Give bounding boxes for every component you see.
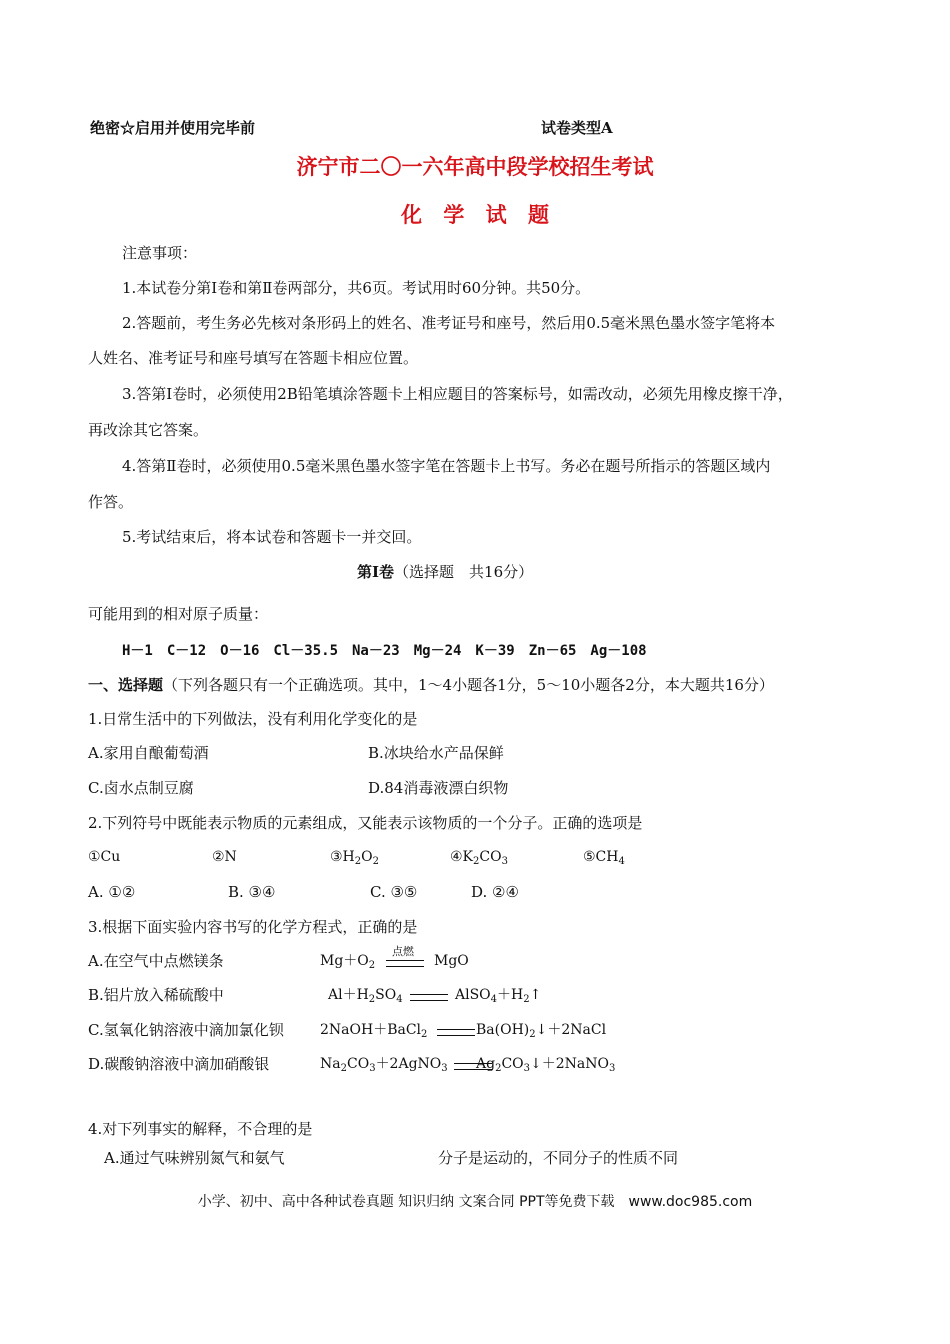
q1-option-a: A.家用自酿葡萄酒: [88, 744, 209, 762]
q3-option-d-reactants: $Na_2CO_3+2AgNO_3$: [320, 1056, 448, 1074]
q3-option-c-equals-sign: [437, 1029, 475, 1036]
q1-option-d: D.84消毒液漂白织物: [368, 779, 509, 797]
q4-stem: 4.对下列事实的解释，不合理的是: [88, 1120, 313, 1138]
note-2a: 2.答题前，考生务必先核对条形码上的姓名、准考证号和座号，然后用0.5毫米黑色墨水签字笔将本: [122, 314, 776, 332]
part-1-heading: [88, 675, 774, 695]
atomic-masses: H－1 C－12 O－16 Cl－35.5 Na－23 Mg－24 K－39 Zn－65 Ag－108: [122, 643, 647, 659]
section-1-heading: [357, 562, 533, 582]
section-1-note: （选择题 共16分）: [394, 563, 534, 581]
q3-option-c-label: C.氢氧化钠溶液中滴加氯化钡: [88, 1021, 284, 1039]
q3-option-b-products: $AlSO_4+H_2↑$: [455, 987, 542, 1005]
q3-option-a-condition: 点燃: [392, 945, 414, 958]
q3-option-d-products: $Ag_2CO_3↓+2NaNO_3$: [476, 1056, 616, 1074]
q3-option-c-reactants: 2NaOH＋BaCl$_2$: [320, 1022, 428, 1040]
part-1-note: （下列各题只有一个正确选项。其中，1～4小题各1分，5～10小题各2分，本大题共16分）: [163, 676, 774, 694]
exam-title: 济宁市二〇一六年高中段学校招生考试: [296, 154, 654, 179]
notes-heading: 注意事项：: [122, 244, 198, 262]
note-4b: 作答。: [88, 493, 134, 511]
q3-option-b-label: B.铝片放入稀硫酸中: [88, 986, 224, 1004]
q2-symbol-4: $④K_2CO_3$: [450, 849, 508, 867]
note-3a: 3.答第Ⅰ卷时，必须使用2B铅笔填涂答题卡上相应题目的答案标号，如需改动，必须先用橡皮擦干净，: [122, 385, 793, 403]
section-1-title: 第Ⅰ卷: [357, 563, 395, 581]
q3-option-a-equals-sign: [386, 960, 424, 967]
q2-option-c: C. ③⑤: [370, 883, 418, 901]
q3-option-a-reactants: $Mg+O_2$: [320, 953, 376, 971]
q2-symbol-1: ①Cu: [88, 849, 121, 865]
part-1-title: 一、选择题: [88, 676, 164, 694]
confidentiality-note: 绝密☆启用并使用完毕前: [90, 119, 256, 137]
q1-stem: 1.日常生活中的下列做法，没有利用化学变化的是: [88, 710, 418, 728]
note-1: 1.本试卷分第Ⅰ卷和第Ⅱ卷两部分，共6页。考试用时60分钟。共50分。: [122, 279, 591, 297]
q3-option-b-equals-sign: [410, 994, 448, 1001]
q3-stem: 3.根据下面实验内容书写的化学方程式，正确的是: [88, 918, 418, 936]
q3-option-c-products: $Ba(OH)_2↓+2NaCl$: [476, 1022, 607, 1040]
note-4a: 4.答第Ⅱ卷时，必须使用0.5毫米黑色墨水签字笔在答题卡上书写。务必在题号所指示的答题区域内: [122, 457, 771, 475]
note-2b: 人姓名、准考证号和座号填写在答题卡相应位置。: [88, 349, 419, 367]
q1-option-b: B.冰块给水产品保鲜: [368, 744, 504, 762]
q2-symbol-3: $③H_2O_2$: [330, 849, 379, 867]
q4-option-a-explanation: 分子是运动的，不同分子的性质不同: [438, 1149, 679, 1167]
note-5: 5.考试结束后，将本试卷和答题卡一并交回。: [122, 528, 422, 546]
q3-option-d-label: D.碳酸钠溶液中滴加硝酸银: [88, 1055, 270, 1073]
q4-option-a: A.通过气味辨别氮气和氨气: [104, 1149, 285, 1167]
note-3b: 再改涂其它答案。: [88, 421, 209, 439]
q3-option-a-label: A.在空气中点燃镁条: [88, 952, 224, 970]
q2-symbol-2: ②N: [212, 849, 237, 865]
q2-symbol-5: $⑤CH_4$: [583, 849, 625, 867]
q2-option-a: A. ①②: [88, 883, 136, 901]
q3-option-a-products: MgO: [434, 953, 469, 969]
atomic-mass-label: 可能用到的相对原子质量：: [88, 605, 269, 623]
q2-option-b: B. ③④: [228, 883, 276, 901]
q1-option-c: C.卤水点制豆腐: [88, 779, 194, 797]
q2-option-d: D. ②④: [471, 883, 519, 901]
subject-title: 化 学 试 题: [401, 202, 549, 227]
q3-option-b-reactants: $Al+H_2SO_4$: [328, 987, 403, 1005]
paper-type: 试卷类型A: [541, 119, 613, 137]
q2-stem: 2.下列符号中既能表示物质的元素组成，又能表示该物质的一个分子。正确的选项是: [88, 814, 643, 832]
page-footer: 小学、初中、高中各种试卷真题 知识归纳 文案合同 PPT等免费下载 www.doc985.com: [197, 1194, 753, 1210]
